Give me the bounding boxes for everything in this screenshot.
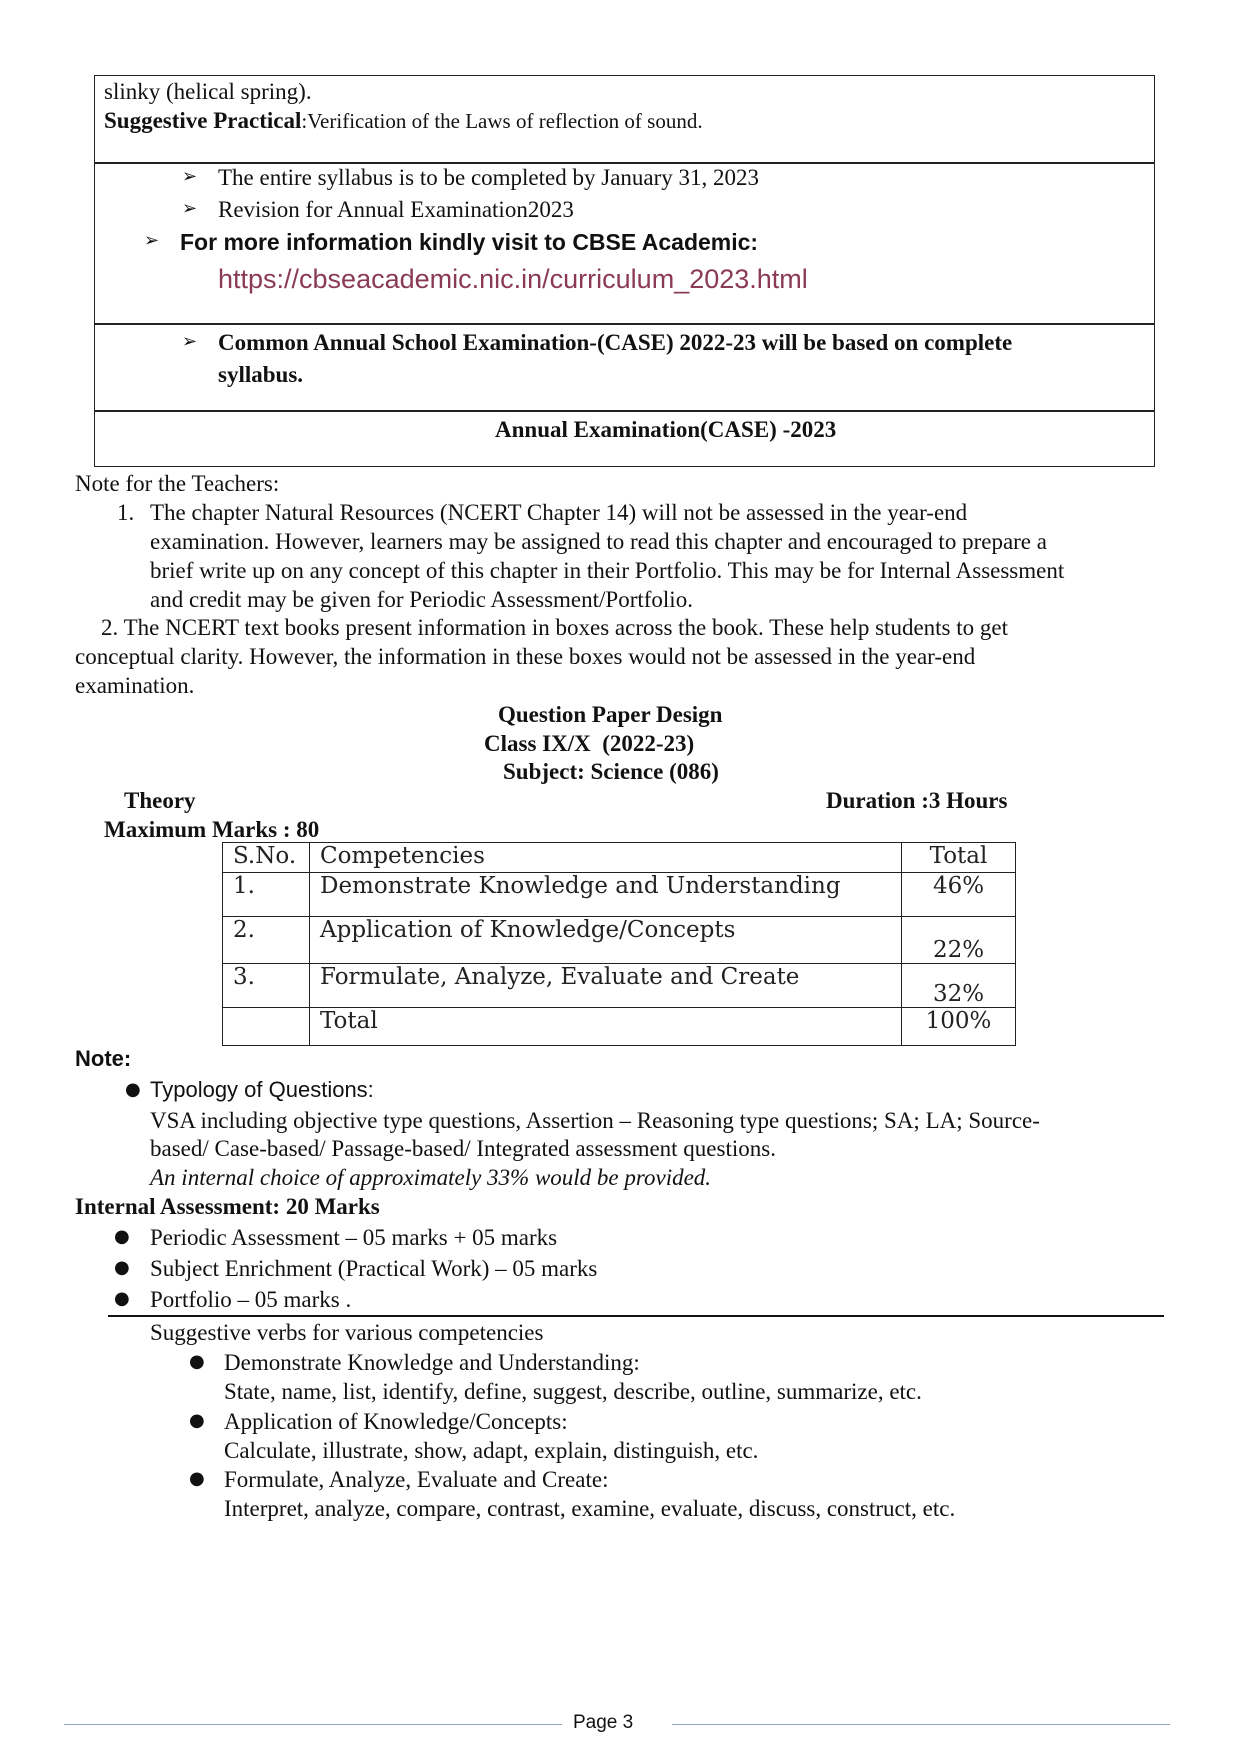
case-line-2: syllabus.	[218, 362, 304, 387]
arrow-bullet-icon: ➢	[182, 331, 198, 352]
teachers-note-item1-line: The chapter Natural Resources (NCERT Chapter 14) will not be assessed in the year-end	[150, 500, 968, 525]
internal-assessment-heading: Internal Assessment: 20 Marks	[75, 1194, 380, 1219]
typology-line-2: based/ Case-based/ Passage-based/ Integrated assessment questions.	[150, 1136, 776, 1161]
internal-choice-note: An internal choice of approximately 33% would be provided.	[150, 1165, 712, 1190]
verb-group-title: Demonstrate Knowledge and Understanding:	[224, 1350, 640, 1375]
suggestive-practical-label: Suggestive Practical	[104, 108, 302, 133]
table-cell: 1.	[223, 873, 310, 917]
table-header-cell: Competencies	[310, 843, 902, 873]
teachers-note-item2-line: conceptual clarity. However, the information in these boxes would not be assessed in the year-end	[75, 644, 976, 669]
teachers-note-item2-line: examination.	[75, 673, 195, 698]
more-info-text: For more information kindly visit to CBSE Academic:	[180, 229, 759, 255]
bullet-icon: ●	[114, 1288, 130, 1309]
internal-item: Periodic Assessment – 05 marks + 05 marks	[150, 1225, 558, 1250]
verb-group-verbs: Calculate, illustrate, show, adapt, explain, distinguish, etc.	[224, 1438, 759, 1463]
suggestive-practical	[104, 106, 703, 136]
verb-group-verbs: State, name, list, identify, define, suggest, describe, outline, summarize, etc.	[224, 1379, 922, 1404]
bullet-icon: ●	[114, 1226, 130, 1247]
theory-label: Theory	[124, 788, 196, 813]
bullet-icon: ●	[189, 1351, 205, 1372]
arrow-bullet-icon: ➢	[182, 198, 198, 219]
table-cell: 22%	[902, 917, 1016, 964]
internal-item: Subject Enrichment (Practical Work) – 05 marks	[150, 1256, 598, 1281]
table-cell: Application of Knowledge/Concepts	[310, 917, 902, 964]
case-line-1: Common Annual School Examination-(CASE) 2022-23 will be based on complete	[218, 330, 1013, 355]
typology-line-1: VSA including objective type questions, Assertion – Reasoning type questions; SA; LA; Source-	[150, 1108, 1040, 1133]
slinky-line: slinky (helical spring).	[104, 79, 312, 104]
teachers-note-item1-line: brief write up on any concept of this chapter in their Portfolio. This may be for Internal Assessment	[150, 558, 1065, 583]
bullet-icon: ●	[125, 1079, 141, 1100]
teachers-note-item1-number: 1.	[117, 500, 135, 525]
teachers-note-item1-line: examination. However, learners may be assigned to read this chapter and encouraged to prepare a	[150, 529, 1047, 554]
table-row	[223, 1008, 1016, 1046]
table-cell: Formulate, Analyze, Evaluate and Create	[310, 964, 902, 1008]
annual-exam-heading: Annual Examination(CASE) -2023	[495, 417, 837, 442]
typology-title: Typology of Questions:	[150, 1077, 374, 1102]
bullet-icon: ●	[189, 1468, 205, 1489]
duration-label: Duration :3 Hours	[826, 788, 1008, 813]
teachers-note-item1-line: and credit may be given for Periodic Assessment/Portfolio.	[150, 587, 693, 612]
table-cell: Total	[310, 1008, 902, 1046]
verb-group-verbs: Interpret, analyze, compare, contrast, examine, evaluate, discuss, construct, etc.	[224, 1496, 956, 1521]
qp-design-title: Question Paper Design	[498, 702, 723, 727]
page-number: Page 3	[573, 1712, 634, 1733]
cbse-academic-link[interactable]: https://cbseacademic.nic.in/curriculum_2023.html	[218, 264, 808, 294]
table-header-row	[223, 843, 1016, 873]
teachers-note-heading: Note for the Teachers:	[75, 471, 280, 496]
footer-rule-left	[64, 1724, 562, 1725]
revision-text: Revision for Annual Examination2023	[218, 197, 574, 222]
arrow-bullet-icon: ➢	[182, 166, 198, 187]
max-marks-label: Maximum Marks : 80	[104, 817, 320, 842]
table-row	[223, 917, 1016, 964]
verbs-heading: Suggestive verbs for various competencies	[150, 1320, 544, 1345]
table-row	[223, 873, 1016, 917]
verb-group-title: Application of Knowledge/Concepts:	[224, 1409, 568, 1434]
table-row	[223, 964, 1016, 1008]
section-divider	[108, 1315, 1164, 1317]
table-cell: 32%	[902, 964, 1016, 1008]
note-label: Note:	[75, 1046, 132, 1071]
teachers-note-item2-line: 2. The NCERT text books present information in boxes across the book. These help students to get	[101, 615, 1008, 640]
table-header-cell: S.No.	[223, 843, 310, 873]
syllabus-completion-text: The entire syllabus is to be completed by January 31, 2023	[218, 165, 760, 190]
table-header-cell: Total	[902, 843, 1016, 873]
table-cell: 100%	[902, 1008, 1016, 1046]
table-cell: Demonstrate Knowledge and Understanding	[310, 873, 902, 917]
table-cell: 3.	[223, 964, 310, 1008]
footer-rule-right	[672, 1724, 1170, 1725]
table-cell: 2.	[223, 917, 310, 964]
suggestive-practical-text: :Verification of the Laws of reflection of sound.	[301, 109, 703, 133]
table-cell: 46%	[902, 873, 1016, 917]
arrow-bullet-icon: ➢	[144, 230, 160, 251]
bullet-icon: ●	[189, 1410, 205, 1431]
verb-group-title: Formulate, Analyze, Evaluate and Create:	[224, 1467, 609, 1492]
competencies-table	[222, 842, 1016, 1046]
qp-design-subject: Subject: Science (086)	[503, 759, 719, 784]
internal-item: Portfolio – 05 marks .	[150, 1287, 352, 1312]
qp-design-class: Class IX/X (2022-23)	[484, 731, 695, 756]
bullet-icon: ●	[114, 1257, 130, 1278]
table-cell	[223, 1008, 310, 1046]
